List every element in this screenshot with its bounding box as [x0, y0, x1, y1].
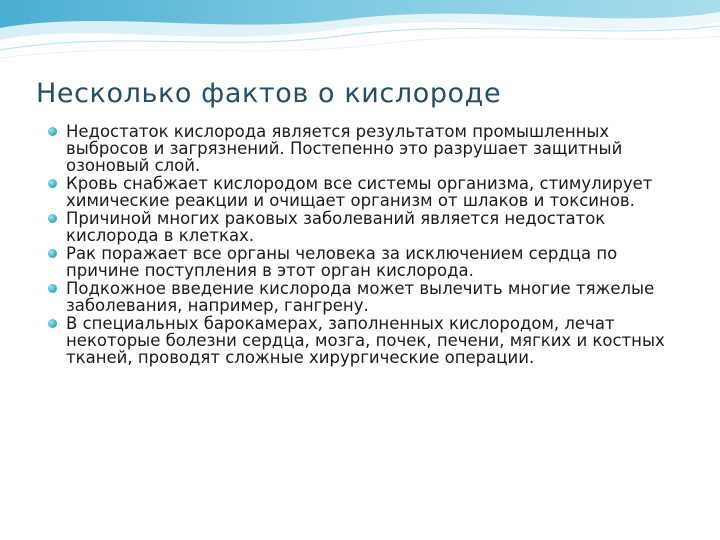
bullet-dot-icon: [48, 127, 57, 136]
bullet-dot-icon: [48, 214, 57, 223]
bullet-dot-icon: [48, 284, 57, 293]
bullet-text: В специальных барокамерах, заполненных кислородом, лечат некоторые болезни сердца, мозга, почек, печени, мягких и костных тканей, проводят сложные хирургические операции.: [66, 314, 665, 367]
bullet-text: Недостаток кислорода является результатом промышленных выбросов и загрязнений. Постепенно это разрушает защитный озоновый слой.: [66, 122, 623, 175]
bullet-dot-icon: [48, 249, 57, 258]
bullet-text: Кровь снабжает кислородом все системы организма, стимулирует химические реакции и очищает организм от шлаков и токсинов.: [66, 174, 653, 210]
list-item: [66, 245, 688, 279]
list-item: [66, 315, 688, 366]
bullet-text: Рак поражает все органы человека за исключением сердца по причине поступления в этот орган кислорода.: [66, 244, 618, 280]
list-item: [66, 210, 688, 244]
list-item: [66, 280, 688, 314]
bullet-text: Причиной многих раковых заболеваний является недостаток кислорода в клетках.: [66, 209, 606, 245]
list-item: [66, 175, 688, 209]
bullet-text: Подкожное введение кислорода может вылечить многие тяжелые заболевания, например, гангрену.: [66, 279, 655, 315]
slide-title: Несколько фактов о кислороде: [36, 78, 502, 109]
bullet-dot-icon: [48, 319, 57, 328]
bullet-list: [66, 123, 688, 367]
list-item: [66, 123, 688, 174]
decorative-wave-header: [0, 0, 720, 70]
bullet-dot-icon: [48, 179, 57, 188]
